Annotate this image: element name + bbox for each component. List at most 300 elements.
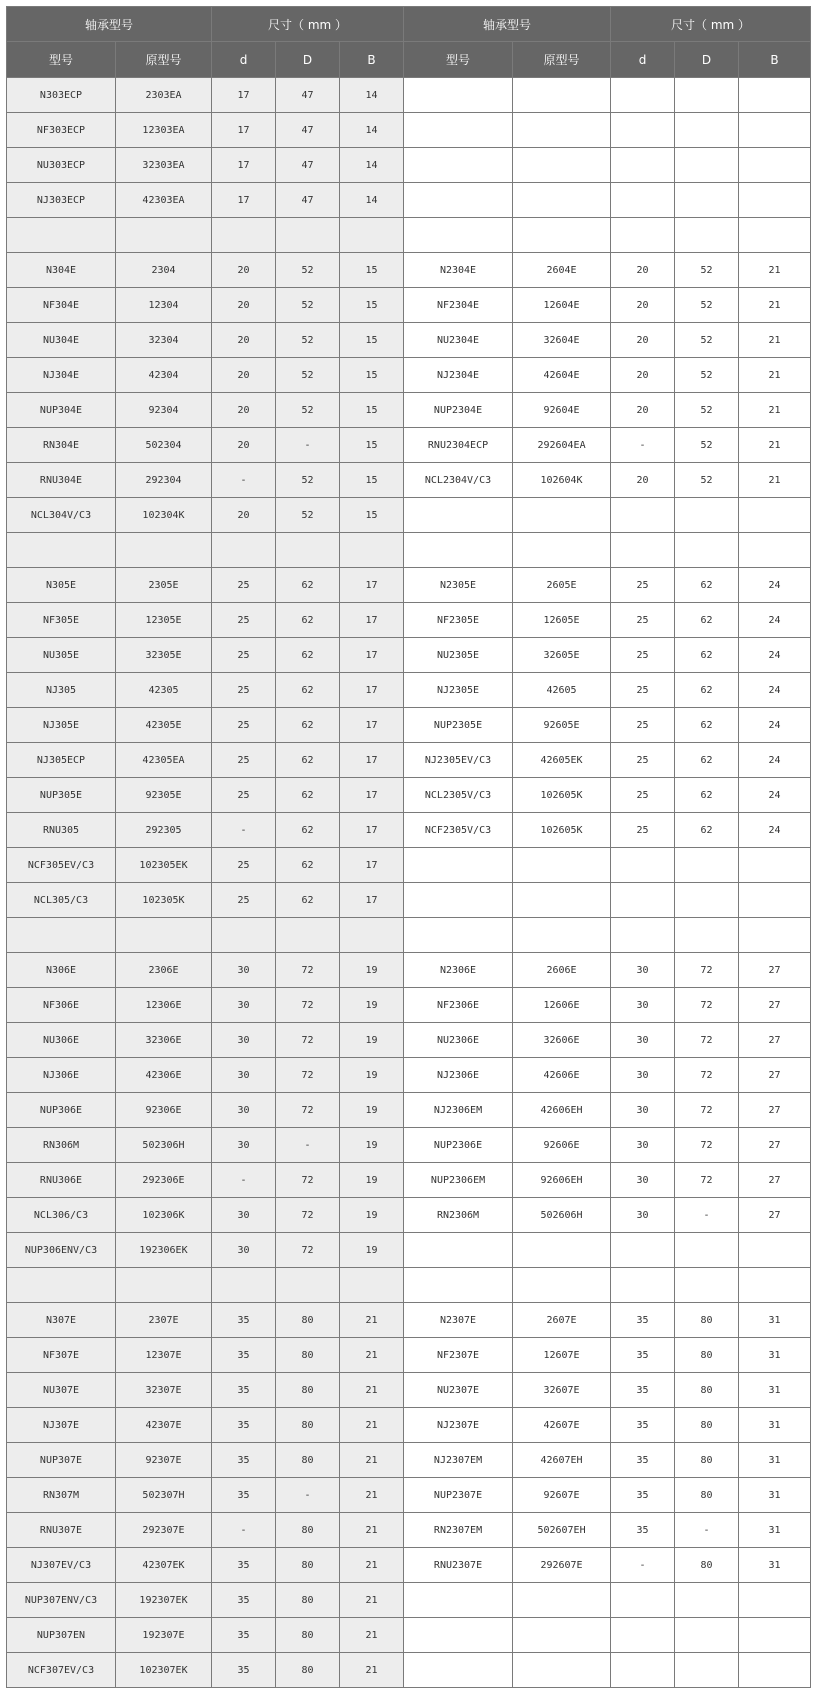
left-d-cell: 30: [212, 953, 276, 988]
right-d-cell: 25: [611, 778, 675, 813]
left-B-cell: 21: [340, 1303, 404, 1338]
right-original-model-cell: 42607E: [513, 1408, 611, 1443]
left-D-cell: 62: [276, 708, 340, 743]
left-original-model-cell: 32304: [116, 323, 212, 358]
right-D-cell: 80: [675, 1408, 739, 1443]
table-row: [7, 1583, 811, 1618]
table-row: [7, 1338, 811, 1373]
header-row-groups: [7, 7, 811, 42]
left-d-cell: 30: [212, 1198, 276, 1233]
table-row: [7, 1443, 811, 1478]
left-B-cell: 14: [340, 78, 404, 113]
left-B-cell: 21: [340, 1408, 404, 1443]
left-B-cell: 19: [340, 1198, 404, 1233]
left-original-model-cell: 502307H: [116, 1478, 212, 1513]
left-D-cell: 62: [276, 673, 340, 708]
right-model-cell: NF2305E: [404, 603, 513, 638]
left-B-cell: 21: [340, 1443, 404, 1478]
right-D-cell: 72: [675, 1023, 739, 1058]
right-d-cell: 25: [611, 638, 675, 673]
right-D-cell: -: [675, 1513, 739, 1548]
right-model-cell: NJ2305E: [404, 673, 513, 708]
right-B-cell: 31: [739, 1478, 811, 1513]
table-row: [7, 1618, 811, 1653]
left-d-cell: [212, 533, 276, 568]
table-row: [7, 1128, 811, 1163]
right-D-cell: -: [675, 1198, 739, 1233]
left-d-cell: 35: [212, 1443, 276, 1478]
right-model-cell: NJ2306E: [404, 1058, 513, 1093]
left-B-cell: 17: [340, 708, 404, 743]
right-original-model-cell: 292607E: [513, 1548, 611, 1583]
left-D-cell: 72: [276, 1163, 340, 1198]
left-original-model-cell: 292305: [116, 813, 212, 848]
left-B-cell: 21: [340, 1653, 404, 1688]
right-model-cell: NCL2305V/C3: [404, 778, 513, 813]
right-D-cell: [675, 1583, 739, 1618]
left-model-cell: NJ307EV/C3: [7, 1548, 116, 1583]
left-B-cell: 19: [340, 1023, 404, 1058]
left-d-cell: 30: [212, 988, 276, 1023]
right-d-cell: 30: [611, 1093, 675, 1128]
left-d-cell: 17: [212, 148, 276, 183]
table-row: [7, 323, 811, 358]
right-D-cell: [675, 848, 739, 883]
left-D-cell: [276, 918, 340, 953]
left-D-cell: [276, 1268, 340, 1303]
right-model-cell: NF2304E: [404, 288, 513, 323]
left-original-model-cell: 502304: [116, 428, 212, 463]
right-model-cell: [404, 918, 513, 953]
right-original-model-cell: 92607E: [513, 1478, 611, 1513]
left-D-cell: 52: [276, 253, 340, 288]
left-original-model-cell: 2306E: [116, 953, 212, 988]
right-original-model-cell: 92605E: [513, 708, 611, 743]
left-model-cell: RNU306E: [7, 1163, 116, 1198]
left-d-cell: 17: [212, 78, 276, 113]
right-d-cell: [611, 533, 675, 568]
right-original-model-cell: 2605E: [513, 568, 611, 603]
right-original-model-cell: [513, 218, 611, 253]
left-D-cell: -: [276, 1128, 340, 1163]
right-d-cell: 30: [611, 1128, 675, 1163]
left-original-model-cell: 102307EK: [116, 1653, 212, 1688]
right-d-cell: [611, 113, 675, 148]
right-D-cell: [675, 183, 739, 218]
right-model-cell: N2304E: [404, 253, 513, 288]
left-B-cell: 15: [340, 288, 404, 323]
right-D-cell: 62: [675, 743, 739, 778]
table-row: [7, 288, 811, 323]
right-B-cell: [739, 1618, 811, 1653]
col-D-left: D: [276, 42, 340, 78]
left-d-cell: 35: [212, 1478, 276, 1513]
right-D-cell: 80: [675, 1478, 739, 1513]
left-d-cell: [212, 1268, 276, 1303]
left-D-cell: 47: [276, 113, 340, 148]
left-model-cell: NF303ECP: [7, 113, 116, 148]
right-original-model-cell: [513, 498, 611, 533]
table-row: [7, 78, 811, 113]
right-model-cell: NCL2304V/C3: [404, 463, 513, 498]
left-d-cell: 35: [212, 1338, 276, 1373]
dimensions-group-right: 尺寸（ mm ）: [611, 7, 811, 42]
dimensions-group-left: 尺寸（ mm ）: [212, 7, 404, 42]
right-original-model-cell: 32606E: [513, 1023, 611, 1058]
left-B-cell: 14: [340, 183, 404, 218]
col-model-left: 型号: [7, 42, 116, 78]
left-model-cell: NUP306E: [7, 1093, 116, 1128]
left-D-cell: 47: [276, 148, 340, 183]
right-B-cell: 31: [739, 1548, 811, 1583]
right-B-cell: 27: [739, 1128, 811, 1163]
right-model-cell: N2305E: [404, 568, 513, 603]
right-D-cell: 72: [675, 953, 739, 988]
right-d-cell: 35: [611, 1513, 675, 1548]
left-original-model-cell: [116, 533, 212, 568]
right-model-cell: NU2304E: [404, 323, 513, 358]
right-B-cell: 31: [739, 1408, 811, 1443]
left-D-cell: 80: [276, 1618, 340, 1653]
right-D-cell: 72: [675, 988, 739, 1023]
left-model-cell: NU307E: [7, 1373, 116, 1408]
right-d-cell: -: [611, 1548, 675, 1583]
left-original-model-cell: 102305EK: [116, 848, 212, 883]
left-model-cell: RN307M: [7, 1478, 116, 1513]
left-D-cell: 72: [276, 1198, 340, 1233]
right-D-cell: 80: [675, 1338, 739, 1373]
left-model-cell: NUP305E: [7, 778, 116, 813]
right-original-model-cell: [513, 1653, 611, 1688]
right-B-cell: 21: [739, 428, 811, 463]
right-D-cell: [675, 918, 739, 953]
right-original-model-cell: [513, 148, 611, 183]
table-row: [7, 533, 811, 568]
left-original-model-cell: 42304: [116, 358, 212, 393]
right-d-cell: [611, 848, 675, 883]
right-d-cell: 20: [611, 393, 675, 428]
right-model-cell: [404, 848, 513, 883]
left-model-cell: NF307E: [7, 1338, 116, 1373]
right-B-cell: [739, 1268, 811, 1303]
right-d-cell: 35: [611, 1303, 675, 1338]
left-B-cell: 19: [340, 1233, 404, 1268]
left-model-cell: [7, 1268, 116, 1303]
right-d-cell: 20: [611, 253, 675, 288]
left-d-cell: 25: [212, 743, 276, 778]
right-original-model-cell: 12607E: [513, 1338, 611, 1373]
right-model-cell: NUP2306EM: [404, 1163, 513, 1198]
right-B-cell: 24: [739, 673, 811, 708]
left-d-cell: 35: [212, 1548, 276, 1583]
right-d-cell: [611, 1618, 675, 1653]
right-D-cell: 72: [675, 1128, 739, 1163]
table-row: [7, 463, 811, 498]
right-d-cell: 30: [611, 1023, 675, 1058]
right-d-cell: 30: [611, 953, 675, 988]
left-D-cell: 52: [276, 288, 340, 323]
left-B-cell: 14: [340, 113, 404, 148]
right-D-cell: [675, 113, 739, 148]
right-B-cell: 31: [739, 1513, 811, 1548]
left-model-cell: N303ECP: [7, 78, 116, 113]
left-original-model-cell: 2305E: [116, 568, 212, 603]
left-model-cell: NUP307EN: [7, 1618, 116, 1653]
right-B-cell: 21: [739, 463, 811, 498]
col-D-right: D: [675, 42, 739, 78]
table-row: [7, 603, 811, 638]
table-row: [7, 1653, 811, 1688]
left-original-model-cell: 102304K: [116, 498, 212, 533]
left-d-cell: -: [212, 1163, 276, 1198]
right-original-model-cell: 42605EK: [513, 743, 611, 778]
left-d-cell: 35: [212, 1653, 276, 1688]
table-row: [7, 673, 811, 708]
col-B-left: B: [340, 42, 404, 78]
left-D-cell: -: [276, 1478, 340, 1513]
left-model-cell: [7, 218, 116, 253]
col-d-left: d: [212, 42, 276, 78]
left-D-cell: 62: [276, 743, 340, 778]
right-original-model-cell: 42606EH: [513, 1093, 611, 1128]
left-B-cell: 17: [340, 603, 404, 638]
right-D-cell: [675, 1233, 739, 1268]
right-d-cell: [611, 1583, 675, 1618]
right-model-cell: RNU2304ECP: [404, 428, 513, 463]
right-original-model-cell: [513, 78, 611, 113]
left-D-cell: 80: [276, 1548, 340, 1583]
right-model-cell: [404, 148, 513, 183]
right-B-cell: 21: [739, 288, 811, 323]
col-original-model-right: 原型号: [513, 42, 611, 78]
left-D-cell: 72: [276, 1058, 340, 1093]
left-model-cell: N304E: [7, 253, 116, 288]
right-model-cell: NUP2305E: [404, 708, 513, 743]
left-B-cell: 21: [340, 1373, 404, 1408]
right-D-cell: 80: [675, 1548, 739, 1583]
right-d-cell: [611, 183, 675, 218]
left-d-cell: 17: [212, 113, 276, 148]
right-model-cell: [404, 183, 513, 218]
right-B-cell: [739, 1653, 811, 1688]
right-d-cell: [611, 148, 675, 183]
right-model-cell: [404, 533, 513, 568]
table-row: [7, 1268, 811, 1303]
right-D-cell: 62: [675, 778, 739, 813]
right-d-cell: 30: [611, 1163, 675, 1198]
left-model-cell: [7, 918, 116, 953]
right-model-cell: RN2306M: [404, 1198, 513, 1233]
left-d-cell: 20: [212, 393, 276, 428]
right-model-cell: [404, 113, 513, 148]
right-B-cell: 24: [739, 778, 811, 813]
left-d-cell: 25: [212, 778, 276, 813]
right-D-cell: 62: [675, 568, 739, 603]
right-B-cell: [739, 1233, 811, 1268]
right-B-cell: 24: [739, 708, 811, 743]
left-model-cell: NUP307ENV/C3: [7, 1583, 116, 1618]
left-original-model-cell: 292304: [116, 463, 212, 498]
right-model-cell: [404, 1583, 513, 1618]
right-original-model-cell: 42605: [513, 673, 611, 708]
right-original-model-cell: [513, 1268, 611, 1303]
left-original-model-cell: [116, 218, 212, 253]
left-original-model-cell: 192306EK: [116, 1233, 212, 1268]
left-D-cell: 52: [276, 463, 340, 498]
left-model-cell: NJ305ECP: [7, 743, 116, 778]
left-original-model-cell: [116, 1268, 212, 1303]
left-original-model-cell: 32306E: [116, 1023, 212, 1058]
table-row: [7, 498, 811, 533]
left-D-cell: 80: [276, 1513, 340, 1548]
right-model-cell: NJ2307E: [404, 1408, 513, 1443]
bearing-table-container: [6, 6, 810, 1688]
left-original-model-cell: 32303EA: [116, 148, 212, 183]
right-model-cell: N2306E: [404, 953, 513, 988]
right-model-cell: NJ2304E: [404, 358, 513, 393]
left-original-model-cell: 2303EA: [116, 78, 212, 113]
left-d-cell: 35: [212, 1408, 276, 1443]
right-model-cell: NCF2305V/C3: [404, 813, 513, 848]
left-original-model-cell: 92305E: [116, 778, 212, 813]
bearing-model-group-right: 轴承型号: [404, 7, 611, 42]
left-B-cell: 21: [340, 1548, 404, 1583]
left-model-cell: NJ306E: [7, 1058, 116, 1093]
left-original-model-cell: 12307E: [116, 1338, 212, 1373]
left-D-cell: 52: [276, 393, 340, 428]
table-body: [7, 78, 811, 1688]
right-d-cell: 30: [611, 988, 675, 1023]
right-original-model-cell: [513, 918, 611, 953]
left-D-cell: 72: [276, 1233, 340, 1268]
left-original-model-cell: 12305E: [116, 603, 212, 638]
right-D-cell: [675, 218, 739, 253]
left-original-model-cell: [116, 918, 212, 953]
left-d-cell: 20: [212, 358, 276, 393]
left-D-cell: 72: [276, 1093, 340, 1128]
left-model-cell: N306E: [7, 953, 116, 988]
left-d-cell: -: [212, 463, 276, 498]
right-original-model-cell: 502607EH: [513, 1513, 611, 1548]
left-model-cell: NJ305: [7, 673, 116, 708]
right-original-model-cell: [513, 183, 611, 218]
table-row: [7, 393, 811, 428]
col-model-right: 型号: [404, 42, 513, 78]
left-d-cell: 30: [212, 1233, 276, 1268]
right-original-model-cell: 2607E: [513, 1303, 611, 1338]
right-B-cell: 27: [739, 1163, 811, 1198]
right-original-model-cell: 32605E: [513, 638, 611, 673]
right-B-cell: 31: [739, 1338, 811, 1373]
left-original-model-cell: 292307E: [116, 1513, 212, 1548]
right-d-cell: [611, 918, 675, 953]
left-model-cell: RN306M: [7, 1128, 116, 1163]
right-original-model-cell: [513, 533, 611, 568]
col-B-right: B: [739, 42, 811, 78]
right-D-cell: 52: [675, 288, 739, 323]
right-original-model-cell: 2604E: [513, 253, 611, 288]
table-row: [7, 183, 811, 218]
right-B-cell: 31: [739, 1373, 811, 1408]
right-original-model-cell: [513, 1583, 611, 1618]
left-d-cell: -: [212, 813, 276, 848]
left-D-cell: 47: [276, 78, 340, 113]
right-D-cell: 62: [675, 708, 739, 743]
right-d-cell: -: [611, 428, 675, 463]
left-B-cell: 19: [340, 1093, 404, 1128]
table-row: [7, 848, 811, 883]
left-B-cell: 21: [340, 1618, 404, 1653]
left-B-cell: 19: [340, 953, 404, 988]
left-d-cell: 30: [212, 1023, 276, 1058]
right-D-cell: 52: [675, 393, 739, 428]
right-D-cell: [675, 78, 739, 113]
left-D-cell: 72: [276, 953, 340, 988]
left-D-cell: -: [276, 428, 340, 463]
left-D-cell: 80: [276, 1443, 340, 1478]
right-B-cell: 24: [739, 638, 811, 673]
left-B-cell: 17: [340, 883, 404, 918]
right-model-cell: N2307E: [404, 1303, 513, 1338]
left-B-cell: 21: [340, 1513, 404, 1548]
right-model-cell: NJ2306EM: [404, 1093, 513, 1128]
right-d-cell: 25: [611, 603, 675, 638]
right-B-cell: 27: [739, 1023, 811, 1058]
left-d-cell: 30: [212, 1058, 276, 1093]
table-row: [7, 918, 811, 953]
left-D-cell: 80: [276, 1583, 340, 1618]
right-B-cell: [739, 533, 811, 568]
right-B-cell: [739, 498, 811, 533]
right-D-cell: 80: [675, 1443, 739, 1478]
left-D-cell: 47: [276, 183, 340, 218]
right-model-cell: NUP2304E: [404, 393, 513, 428]
right-original-model-cell: 42604E: [513, 358, 611, 393]
left-d-cell: 20: [212, 253, 276, 288]
right-d-cell: 20: [611, 463, 675, 498]
right-model-cell: [404, 1653, 513, 1688]
table-row: [7, 1058, 811, 1093]
right-d-cell: 35: [611, 1443, 675, 1478]
header-row-columns: [7, 42, 811, 78]
left-B-cell: 17: [340, 638, 404, 673]
table-row: [7, 883, 811, 918]
right-model-cell: NU2305E: [404, 638, 513, 673]
left-D-cell: 80: [276, 1303, 340, 1338]
right-original-model-cell: 292604EA: [513, 428, 611, 463]
table-row: [7, 988, 811, 1023]
right-D-cell: [675, 498, 739, 533]
left-original-model-cell: 192307E: [116, 1618, 212, 1653]
right-model-cell: NU2307E: [404, 1373, 513, 1408]
right-d-cell: [611, 218, 675, 253]
right-model-cell: RNU2307E: [404, 1548, 513, 1583]
left-d-cell: 35: [212, 1618, 276, 1653]
right-B-cell: 24: [739, 603, 811, 638]
right-B-cell: 31: [739, 1303, 811, 1338]
table-row: [7, 218, 811, 253]
table-row: [7, 1303, 811, 1338]
right-original-model-cell: 12606E: [513, 988, 611, 1023]
right-original-model-cell: 102604K: [513, 463, 611, 498]
left-model-cell: NJ304E: [7, 358, 116, 393]
left-original-model-cell: 12306E: [116, 988, 212, 1023]
right-original-model-cell: 92606E: [513, 1128, 611, 1163]
right-B-cell: 27: [739, 1093, 811, 1128]
right-D-cell: [675, 1618, 739, 1653]
right-B-cell: [739, 218, 811, 253]
left-D-cell: 72: [276, 988, 340, 1023]
